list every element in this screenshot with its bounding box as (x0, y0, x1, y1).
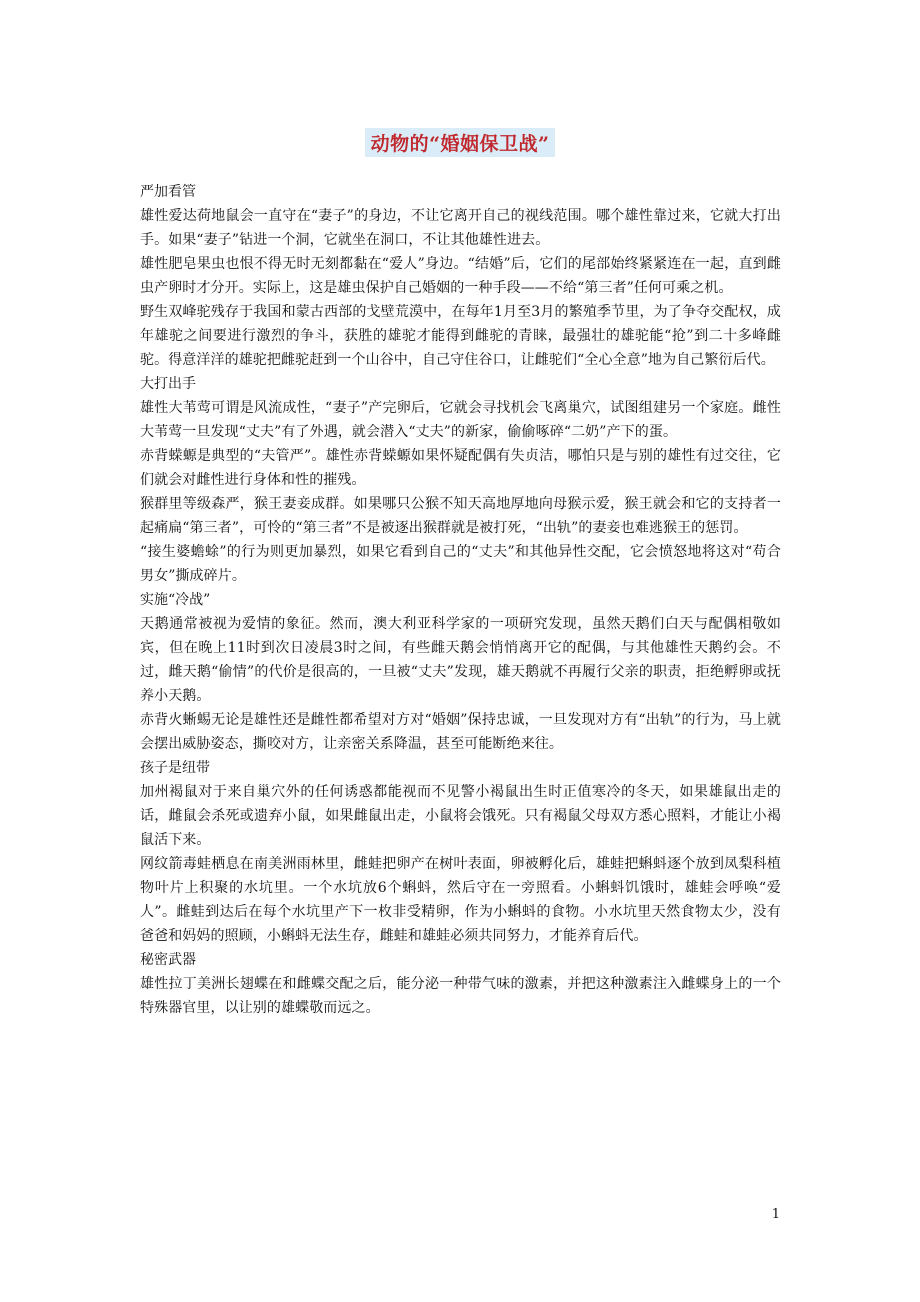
paragraph: 加州褐鼠对于来自巢穴外的任何诱惑都能视而不见警小褐鼠出生时正值寒冷的冬天，如果雄鼠出走的话，雌鼠会杀死或遗弃小鼠，如果雌鼠出走，小鼠将会饿死。只有褐鼠父母双方悉心照料，才能让小褐鼠活下来。 (140, 784, 781, 848)
paragraph: 网纹箭毒蛙栖息在南美洲雨林里，雌蛙把卵产在树叶表面，卵被孵化后，雄蛙把蝌蚪逐个放到凤梨科植物叶片上积聚的水坑里。一个水坑放6个蝌蚪，然后守在一旁照看。小蝌蚪饥饿时，雄蛙会呼唤“爱人”。雌蛙到达后在每个水坑里产下一枚非受精卵，作为小蝌蚪的食物。小水坑里天然食物太少，没有爸爸和妈妈的照顾，小蝌蚪无法生存，雌蛙和雄蛙必须共同努力，才能养育后代。 (140, 856, 781, 944)
article-body (140, 180, 781, 1020)
page-title-text: 动物的“婚姻保卫战” (365, 128, 556, 157)
page-number: 1 (771, 1207, 780, 1222)
section-heading: 孩子是纽带 (140, 760, 210, 776)
section-heading: 秘密武器 (140, 952, 196, 968)
section-heading: 实施“冷战” (140, 592, 211, 608)
paragraph: 猴群里等级森严，猴王妻妾成群。如果哪只公猴不知天高地厚地向母猴示爱，猴王就会和它的支持者一起痛扁“第三者”，可怜的“第三者”不是被逐出猴群就是被打死，“出轨”的妻妾也难逃猴王的惩罚。 (140, 496, 781, 536)
paragraph: 野生双峰驼残存于我国和蒙古西部的戈壁荒漠中，在每年1月至3月的繁殖季节里，为了争夺交配权，成年雄驼之间要进行激烈的争斗，获胜的雄驼才能得到雌驼的青睐，最强壮的雄驼能“抢”到二十多峰雌驼。得意洋洋的雄驼把雌驼赶到一个山谷中，自己守住谷口，让雌驼们“全心全意”地为自己繁衍后代。 (140, 304, 781, 368)
section-heading: 严加看管 (140, 184, 196, 200)
paragraph: “接生婆蟾蜍”的行为则更加暴烈，如果它看到自己的“丈夫”和其他异性交配，它会愤怒地将这对“苟合男女”撕成碎片。 (140, 544, 781, 584)
paragraph: 赤背火蜥蜴无论是雄性还是雌性都希望对方对“婚姻”保持忠诚，一旦发现对方有“出轨”的行为，马上就会摆出威胁姿态，撕咬对方，让亲密关系降温，甚至可能断绝来往。 (140, 712, 781, 752)
page-title (0, 120, 920, 158)
paragraph: 天鹅通常被视为爱情的象征。然而，澳大利亚科学家的一项研究发现，虽然天鹅们白天与配偶相敬如宾，但在晚上11时到次日凌晨3时之间，有些雌天鹅会悄悄离开它的配偶，与其他雄性天鹅约会。不过，雌天鹅“偷情”的代价是很高的，一旦被“丈夫”发现，雄天鹅就不再履行父亲的职责，拒绝孵卵或抚养小天鹅。 (140, 616, 781, 704)
paragraph: 雄性爱达荷地鼠会一直守在“妻子”的身边，不让它离开自己的视线范围。哪个雄性靠过来，它就大打出手。如果“妻子”钻进一个洞，它就坐在洞口，不让其他雄性进去。 (140, 208, 781, 248)
paragraph: 雄性拉丁美洲长翅蝶在和雌蝶交配之后，能分泌一种带气味的激素，并把这种激素注入雌蝶身上的一个特殊器官里，以让别的雄蝶敬而远之。 (140, 976, 781, 1016)
paragraph: 赤背蝾螈是典型的“夫管严”。雄性赤背蝾螈如果怀疑配偶有失贞洁，哪怕只是与别的雄性有过交往，它们就会对雌性进行身体和性的摧残。 (140, 448, 781, 488)
paragraph: 雄性肥皂果虫也恨不得无时无刻都黏在“爱人”身边。“结婚”后，它们的尾部始终紧紧连在一起，直到雌虫产卵时才分开。实际上，这是雄虫保护自己婚姻的一种手段——不给“第三者”任何可乘之机。 (140, 256, 781, 296)
paragraph: 雄性大苇莺可谓是风流成性，“妻子”产完卵后，它就会寻找机会飞离巢穴，试图组建另一个家庭。雌性大苇莺一旦发现“丈夫”有了外遇，就会潜入“丈夫”的新家，偷偷啄碎“二奶”产下的蛋。 (140, 400, 781, 440)
section-heading: 大打出手 (140, 376, 196, 392)
